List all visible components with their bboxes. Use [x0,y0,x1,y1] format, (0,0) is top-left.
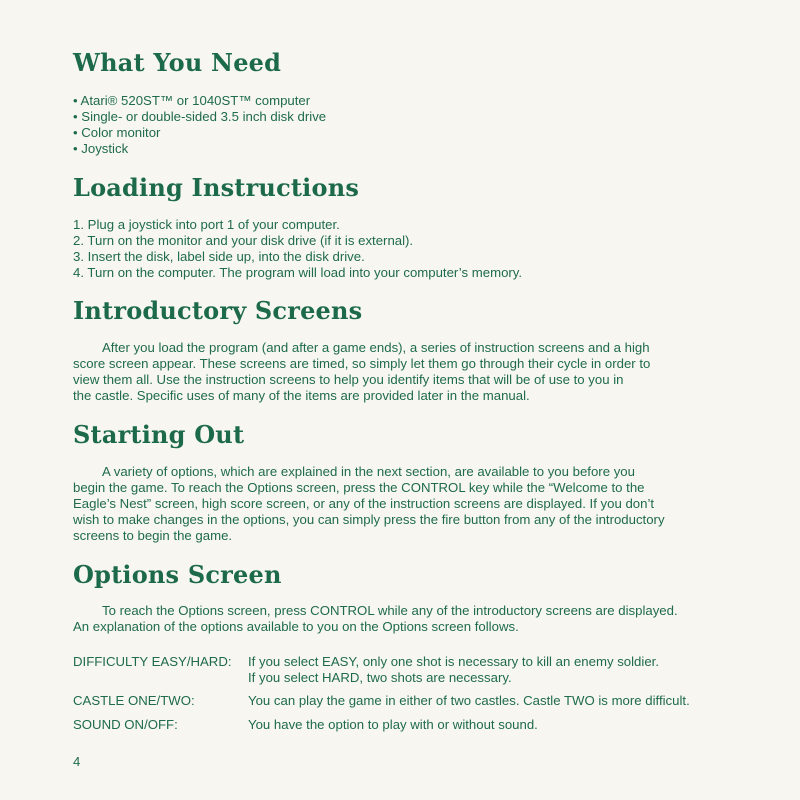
paragraph-line: Eagle’s Nest” screen, high score screen, or any of the instruction screens are displayed. If you don’t [73,496,655,511]
requirements-list [73,93,326,157]
list-item: 3. Insert the disk, label side up, into the disk drive. [73,249,365,264]
paragraph-line: To reach the Options screen, press CONTROL while any of the introductory screens are displayed. [102,603,678,618]
list-item: • Color monitor [73,125,161,140]
paragraph-line: A variety of options, which are explained in the next section, are available to you before you [102,464,635,479]
paragraph-line: begin the game. To reach the Options screen, press the CONTROL key while the “Welcome to the [73,480,645,495]
paragraph-line: the castle. Specific uses of many of the items are provided later in the manual. [73,388,530,403]
section-title-starting-out: Starting Out [73,420,245,449]
option-label: SOUND ON/OFF: [73,717,178,732]
starting-paragraph [73,464,733,544]
list-item: 2. Turn on the monitor and your disk drive (if it is external). [73,233,414,248]
option-description: You have the option to play with or without sound. [248,717,538,732]
paragraph-line: view them all. Use the instruction screens to help you identify items that will be of use to you in [73,372,624,387]
list-item: • Joystick [73,141,129,156]
option-label: DIFFICULTY EASY/HARD: [73,654,232,669]
option-label: CASTLE ONE/TWO: [73,693,195,708]
option-description: You can play the game in either of two castles. Castle TWO is more difficult. [248,693,690,708]
section-title-loading-instructions: Loading Instructions [73,173,360,202]
paragraph-line: screens to begin the game. [73,528,233,543]
options-paragraph [73,603,733,635]
option-description-line: If you select HARD, two shots are necessary. [248,670,512,685]
list-item: 4. Turn on the computer. The program will load into your computer’s memory. [73,265,523,280]
paragraph-line: score screen appear. These screens are timed, so simply let them go through their cycle in order to [73,356,651,371]
paragraph-line: An explanation of the options available to you on the Options screen follows. [73,619,519,634]
option-description [248,654,659,686]
list-item: 1. Plug a joystick into port 1 of your computer. [73,217,340,232]
list-item: • Single- or double-sided 3.5 inch disk drive [73,109,327,124]
section-title-options-screen: Options Screen [73,560,282,589]
loading-steps-list [73,217,522,281]
option-description-line: If you select EASY, only one shot is necessary to kill an enemy soldier. [248,654,659,669]
section-title-what-you-need: What You Need [73,48,282,77]
list-item: • Atari® 520ST™ or 1040ST™ computer [73,93,311,108]
section-title-introductory-screens: Introductory Screens [73,296,363,325]
intro-paragraph [73,340,733,404]
page-number: 4 [73,754,81,769]
paragraph-line: After you load the program (and after a game ends), a series of instruction screens and a high [102,340,650,355]
paragraph-line: wish to make changes in the options, you can simply press the fire button from any of the introductory [73,512,665,527]
